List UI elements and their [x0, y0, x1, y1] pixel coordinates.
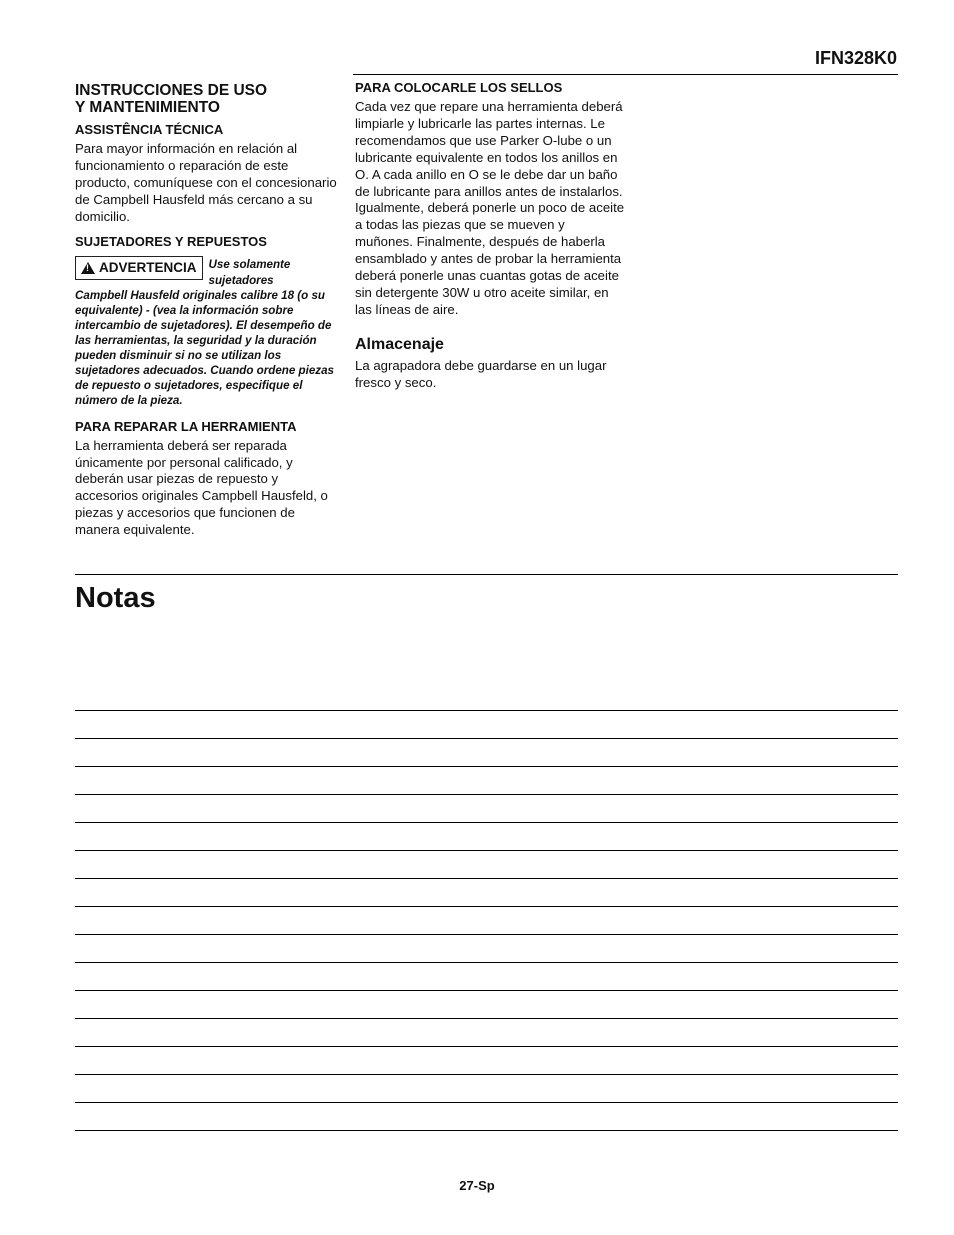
note-line	[75, 906, 898, 907]
note-line	[75, 1102, 898, 1103]
warning-text: Campbell Hausfeld originales calibre 18 (o su equivalente) - (vea la información sobre intercambio de sujetadores). El desempeño de las herramientas, la seguridad y la duración pueden disminuir si no se utilizan los sujetadores adecuados. Cuando ordene piezas de repuesto o sujetadores, especifique el número de la pieza.	[75, 289, 334, 407]
note-line	[75, 766, 898, 767]
note-line	[75, 822, 898, 823]
note-line	[75, 878, 898, 879]
header-rule	[353, 74, 898, 75]
warning-badge	[75, 256, 203, 280]
notas-title: Notas	[75, 582, 156, 614]
sellos-text: Cada vez que repare una herramienta deberá limpiarle y lubricarle las partes internas. Le recomendamos que use Parker O-lube o un lubricante equivalente en todos los anillos en O. A cada anillo en O se le debe dar un baño de lubricante para anillos antes de instalarlos. Igualmente, deberá ponerle un poco de aceite a todas las piezas que se mueven y muñones. Finalmente, después de haberla ensamblado y antes de probar la herramienta deberá ponerle unas cuantas gotas de aceite sin detergente 30W u otro aceite similar, en las líneas de aire.	[355, 99, 625, 317]
note-line	[75, 962, 898, 963]
page-number: 27-Sp	[459, 1178, 495, 1193]
note-line	[75, 710, 898, 711]
note-line	[75, 1046, 898, 1047]
model-number: IFN328K0	[814, 48, 897, 68]
almacenaje-heading: Almacenaje	[355, 335, 444, 353]
column-left	[75, 80, 340, 547]
note-line	[75, 850, 898, 851]
note-line	[75, 934, 898, 935]
note-line	[75, 1074, 898, 1075]
note-line	[75, 990, 898, 991]
asistencia-text: Para mayor información en relación al funcionamiento o reparación de este producto, comuníquese con el concesionario de Campbell Hausfeld más cercano a su domicilio.	[75, 141, 337, 224]
almacenaje-text: La agrapadora debe guardarse en un lugar fresco y seco.	[355, 357, 607, 390]
note-line	[75, 794, 898, 795]
notes-lines	[75, 710, 898, 1158]
section-divider	[75, 574, 898, 575]
warning-label: ADVERTENCIA	[99, 259, 197, 275]
warning-lead: Use solamente sujetadores	[208, 257, 291, 288]
note-line	[75, 1130, 898, 1131]
asistencia-heading: ASSISTÊNCIA TÉCNICA	[75, 122, 224, 137]
reparar-text: La herramienta deberá ser reparada únicamente por personal calificado, y deberán usar piezas de repuesto y accesorios originales Campbell Hausfeld, o piezas y accesorios que funcionen de manera equivalente.	[75, 437, 328, 538]
section-title: INSTRUCCIONES DE USO Y MANTENIMIENTO	[75, 82, 268, 116]
warning-block	[75, 256, 340, 409]
note-line	[75, 1018, 898, 1019]
note-line	[75, 738, 898, 739]
column-middle	[355, 80, 625, 400]
warning-triangle-icon	[81, 262, 95, 274]
sujetadores-heading: SUJETADORES Y REPUESTOS	[75, 233, 267, 249]
sellos-heading: PARA COLOCARLE LOS SELLOS	[355, 80, 563, 95]
reparar-heading: PARA REPARAR LA HERRAMIENTA	[75, 418, 297, 434]
